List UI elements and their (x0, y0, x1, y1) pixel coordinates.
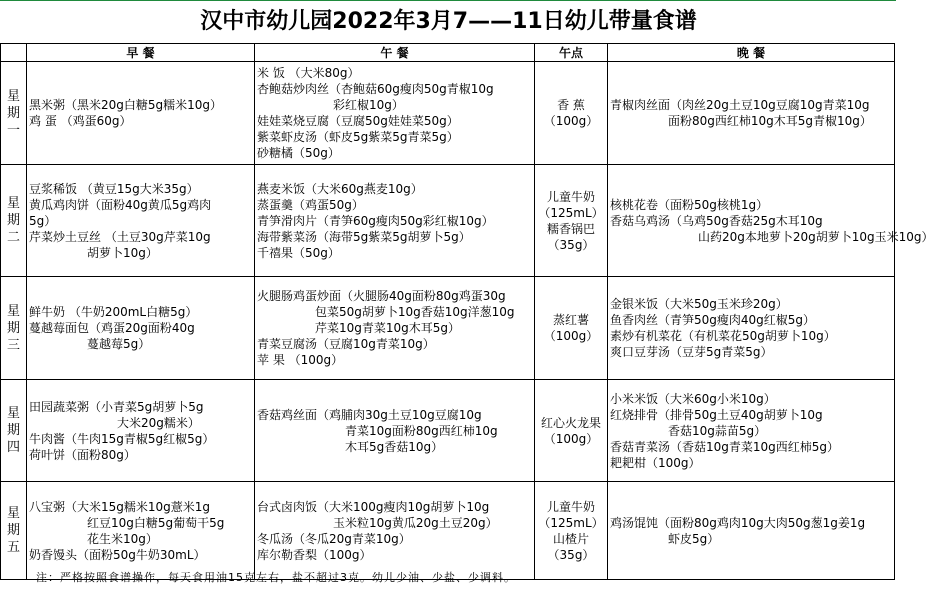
lunch-item: 青菜10g面粉80g西红柿10g (345, 423, 498, 438)
day-label-char: 星 (6, 303, 20, 319)
day-label-char: 五 (6, 540, 20, 555)
snack-item: （100g） (543, 114, 599, 128)
snack-item: （100g） (543, 431, 599, 446)
lunch-cell (255, 165, 535, 277)
dinner-item: 鸡汤馄饨（面粉80g鸡肉10g大肉50g葱1g姜1g (610, 515, 866, 530)
snack-item: 糯香锅巴 (546, 221, 595, 236)
snack-item: 蒸红薯 (552, 313, 589, 327)
dinner-item: 山药20g本地萝卜20g胡萝卜10g玉米10g） (698, 229, 934, 244)
dinner-cell (608, 380, 895, 482)
snack-item: （125mL） (538, 205, 604, 220)
lunch-cell (255, 277, 535, 380)
lunch-item: 库尔勒香梨（100g） (257, 547, 372, 562)
lunch-item: 米 饭 （大米80g） (257, 66, 360, 80)
dinner-item: 素炒有机菜花（有机菜花50g胡萝卜10g） (610, 329, 836, 343)
snack-cell (535, 380, 608, 482)
snack-item: （100g） (543, 329, 599, 343)
breakfast-item: 黑米粥（黑米20g白糖5g糯米10g） (29, 98, 223, 112)
snack-item: 红心火龙果 (540, 415, 601, 430)
snack-item: 儿童牛奶 (546, 189, 595, 204)
day-label (1, 380, 27, 482)
day-label (1, 62, 27, 165)
breakfast-item: 花生米10g） (87, 531, 158, 546)
header-row (1, 44, 895, 62)
day-row (1, 277, 895, 380)
dinner-cell (608, 482, 895, 580)
breakfast-item: 鲜牛奶 （牛奶200mL白糖5g） (29, 305, 198, 319)
dinner-cell (608, 277, 895, 380)
snack-item: （35g） (547, 237, 595, 252)
day-label-char: 期 (6, 523, 20, 538)
day-label-char: 星 (6, 406, 20, 421)
breakfast-item: 荷叶饼（面粉80g） (29, 447, 136, 462)
dinner-item: 面粉80g西红柿10g木耳5g青椒10g） (668, 114, 872, 128)
breakfast-item: 5g） (29, 213, 57, 228)
day-label-char: 星 (6, 506, 20, 521)
breakfast-item: 豆浆稀饭 （黄豆15g大米35g） (29, 181, 199, 196)
breakfast-cell (27, 277, 255, 380)
lunch-item: 包菜50g胡萝卜10g香菇10g洋葱10g (315, 305, 515, 319)
header-breakfast: 早 餐 (27, 44, 255, 62)
lunch-item: 玉米粒10g黄瓜20g土豆20g） (333, 515, 498, 530)
breakfast-item: 蔓越莓5g） (87, 337, 151, 351)
snack-cell (535, 62, 608, 165)
menu-table (0, 43, 934, 580)
breakfast-item: 大米20g糯米） (117, 415, 200, 430)
breakfast-cell (27, 62, 255, 165)
breakfast-item: 八宝粥（大米15g糯米10g薏米1g (29, 499, 211, 514)
page-title: 汉中市幼儿园2022年3月7——11日幼儿带量食谱 (200, 9, 697, 34)
dinner-cell (608, 165, 934, 277)
breakfast-cell (27, 482, 255, 580)
lunch-item: 紫菜虾皮汤（虾皮5g紫菜5g青菜5g） (257, 130, 459, 144)
day-label-char: 期 (6, 320, 20, 336)
footnote: 注：严格按照食谱操作，每天食用油15克左右，盐不超过3克。幼儿少油、少盐、少调料。 (36, 571, 516, 584)
day-label-char: 期 (6, 423, 20, 438)
day-label-char: 期 (6, 105, 20, 121)
lunch-item: 香菇鸡丝面（鸡脯肉30g土豆10g豆腐10g (257, 407, 482, 422)
lunch-item: 苹 果 （100g） (257, 353, 344, 367)
breakfast-item: 奶香馒头（面粉50g牛奶30mL） (29, 547, 206, 562)
day-label-char: 星 (6, 88, 20, 104)
header-day (1, 44, 27, 62)
dinner-item: 鱼香肉丝（青笋50g瘦肉40g红椒5g） (610, 313, 816, 327)
dinner-item: 红烧排骨（排骨50g土豆40g胡萝卜10g (610, 407, 823, 422)
snack-cell (535, 482, 608, 580)
dinner-item: 金银米饭（大米50g玉米珍20g） (610, 297, 788, 311)
breakfast-item: 鸡 蛋 （鸡蛋60g） (29, 114, 132, 128)
lunch-item: 芹菜10g青菜10g木耳5g） (315, 321, 461, 335)
breakfast-item: 红豆10g白糖5g葡萄干5g (87, 515, 225, 530)
dinner-item: 香菇10g蒜苗5g） (668, 423, 767, 438)
lunch-item: 杏鲍菇炒肉丝（杏鲍菇60g瘦肉50g青椒10g (257, 82, 494, 96)
lunch-item: 火腿肠鸡蛋炒面（火腿肠40g面粉80g鸡蛋30g (257, 289, 506, 303)
dinner-item: 香菇乌鸡汤（乌鸡50g香菇25g木耳10g (610, 213, 823, 228)
lunch-item: 青菜豆腐汤（豆腐10g青菜10g） (257, 337, 435, 351)
day-label (1, 277, 27, 380)
lunch-item: 冬瓜汤（冬瓜20g青菜10g） (257, 531, 411, 546)
dinner-item: 耙耙柑（100g） (610, 455, 701, 470)
breakfast-cell (27, 165, 255, 277)
lunch-item: 娃娃菜烧豆腐（豆腐50g娃娃菜50g） (257, 114, 459, 128)
day-label-char: 期 (6, 213, 20, 228)
header-snack: 午点 (535, 44, 608, 62)
day-label-char: 四 (6, 440, 20, 455)
snack-item: （35g） (547, 547, 595, 562)
dinner-item: 核桃花卷（面粉50g核桃1g） (610, 197, 769, 212)
day-label (1, 482, 27, 580)
day-row (1, 165, 895, 277)
lunch-cell (255, 380, 535, 482)
lunch-item: 彩红椒10g） (333, 98, 404, 112)
snack-item: 山楂片 (552, 531, 589, 546)
dinner-item: 小米米饭（大米60g小米10g） (610, 391, 776, 406)
header-lunch: 午 餐 (255, 44, 535, 62)
lunch-cell (255, 62, 535, 165)
breakfast-cell (27, 380, 255, 482)
lunch-item: 蒸蛋羹（鸡蛋50g） (257, 197, 364, 212)
dinner-item: 虾皮5g） (668, 531, 720, 546)
lunch-item: 海带紫菜汤（海带5g紫菜5g胡萝卜5g） (257, 229, 471, 244)
day-label-char: 三 (6, 337, 20, 353)
breakfast-item: 黄瓜鸡肉饼（面粉40g黄瓜5g鸡肉 (29, 197, 212, 212)
breakfast-item: 芹菜炒土豆丝 （土豆30g芹菜10g (29, 229, 211, 244)
snack-item: 香 蕉 (557, 98, 585, 112)
lunch-item: 燕麦米饭（大米60g燕麦10g） (257, 181, 423, 196)
lunch-item: 砂糖橘（50g） (257, 146, 340, 160)
day-label (1, 165, 27, 277)
dinner-item: 爽口豆芽汤（豆芽5g青菜5g） (610, 345, 773, 359)
lunch-item: 木耳5g香菇10g） (345, 439, 444, 454)
snack-cell (535, 277, 608, 380)
day-label-char: 二 (6, 230, 20, 245)
dinner-item: 香菇青菜汤（香菇10g青菜10g西红柿5g） (610, 439, 840, 454)
snack-cell (535, 165, 608, 277)
breakfast-item: 蔓越莓面包（鸡蛋20g面粉40g (29, 321, 195, 335)
day-label-char: 星 (6, 196, 20, 211)
snack-item: （125mL） (538, 515, 604, 530)
dinner-item: 青椒肉丝面（肉丝20g土豆10g豆腐10g青菜10g (610, 98, 870, 112)
snack-item: 儿童牛奶 (546, 499, 595, 514)
breakfast-item: 田园蔬菜粥（小青菜5g胡萝卜5g (29, 399, 204, 414)
breakfast-item: 牛肉酱（牛肉15g青椒5g红椒5g） (29, 431, 215, 446)
breakfast-item: 胡萝卜10g） (87, 245, 158, 260)
dinner-cell (608, 62, 895, 165)
day-row (1, 380, 895, 482)
lunch-cell (255, 482, 535, 580)
day-label-char: 一 (6, 122, 20, 138)
day-row (1, 482, 895, 580)
lunch-item: 青笋滑肉片（青笋60g瘦肉50g彩红椒10g） (257, 213, 494, 228)
lunch-item: 台式卤肉饭（大米100g瘦肉10g胡萝卜10g (257, 499, 490, 514)
lunch-item: 千禧果（50g） (257, 245, 340, 260)
day-row (1, 62, 895, 165)
header-dinner: 晚 餐 (608, 44, 895, 62)
